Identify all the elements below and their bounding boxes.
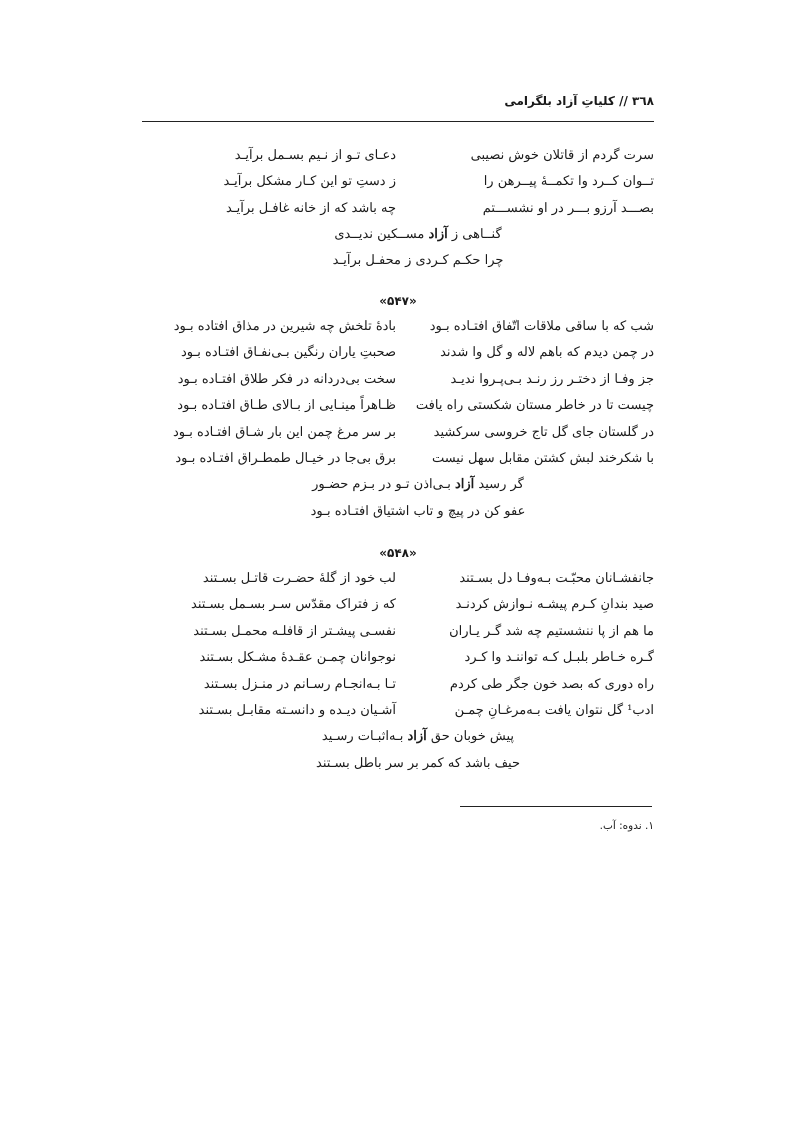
hemistich-second: ز دستِ تو این کـار مشکل برآیـد: [223, 174, 396, 190]
header-rule: [142, 121, 654, 122]
final-text: چرا حکـم کـردی ز محفـل برآیـد: [332, 253, 504, 268]
couplet: [142, 340, 654, 367]
book-title: کلیاتِ آزاد بلگرامی: [504, 94, 615, 108]
final-text: مســکین ندیــدی: [334, 226, 429, 242]
hemistich-second: سخت بی‌دردانه در فکر طلاق افتـاده بـود: [177, 371, 396, 387]
final-couplet-line: [142, 222, 654, 249]
poem-continuation: [142, 142, 654, 275]
final-couplet-line: [142, 499, 654, 526]
final-text: حیف باشد که کمر بر سر باطل بسـتند: [316, 755, 520, 771]
hemistich-first: بصـــد آرزو بـــر در او نشســـتم: [482, 200, 654, 216]
couplet: [142, 195, 654, 222]
hemistich-first: چیست تا در خاطر مستان شکستی راه یافت: [415, 398, 654, 414]
hemistich-second: لب خود از گلۀ حضـرت قاتـل بسـتند: [202, 570, 396, 586]
hemistich-second: که ز فتراک مقدّس سـر بسـمل بسـتند: [191, 597, 396, 613]
hemistich-second: چه باشد که از خانه غافـل برآیـد: [225, 200, 396, 216]
couplet: [142, 366, 654, 393]
hemistich-first: سرت گردم از قاتلان خوش نصیبی: [470, 147, 654, 163]
poem-number: «۵۴۸»: [379, 546, 417, 560]
final-couplet-line: [142, 751, 654, 778]
couplet: [142, 142, 654, 169]
poet-name: آزاد: [428, 226, 448, 242]
hemistich-first: راه دوری که بصد خون جگر طی کردم: [449, 676, 654, 692]
hemistich-first: شب که با ساقی ملاقات اتّفاق افتـاده بـود: [429, 318, 654, 334]
hemistich-first: با شکرخند لبش کشتن مقابل سهل نیست: [431, 451, 654, 467]
final-text: گنــاهی ز: [447, 226, 502, 242]
hemistich-second: آشـیان دیـده و دانسـته مقابـل بسـتند: [198, 703, 396, 719]
poem-number: «۵۴۷»: [379, 294, 417, 308]
hemistich-second: ظـاهراً مینـایی از بـالای طـاق افتـاده بـود: [177, 398, 396, 414]
couplet: [142, 313, 654, 340]
poem-547: [142, 313, 654, 525]
hemistich-first: تــوان کــرد وا تکمــۀ پیــرهن را: [483, 174, 654, 190]
final-text: بـه‌اثبـات رسـید: [321, 729, 408, 744]
couplet: [142, 592, 654, 619]
hemistich-first: ادب¹ گل نتوان یافت بـه‌مرغـانِ چمـن: [454, 703, 654, 719]
hemistich-first: ما هم از پا ننشستیم چه شد گـر یـاران: [449, 623, 654, 639]
couplet: [142, 446, 654, 473]
footnote-rule: [460, 806, 652, 807]
final-couplet-line: [142, 472, 654, 499]
final-text: بـی‌اذن تـو در بـزم حضـور: [312, 477, 455, 492]
hemistich-second: دعـای تـو از نـیم بسـمل برآیـد: [234, 147, 396, 163]
header-separator: //: [619, 94, 628, 108]
hemistich-second: تـا بـه‌انجـام رسـانم در منـزل بسـتند: [203, 676, 396, 692]
hemistich-first: جز وفـا از دختـر رز رنـد بـی‌پـروا ندیـد: [450, 371, 654, 387]
couplet: [142, 393, 654, 420]
final-text: پیش خوبان حق: [426, 729, 515, 744]
final-couplet-line: [142, 724, 654, 751]
hemistich-second: بر سر مرغ چمن این بار شـاق افتـاده بـود: [172, 424, 396, 440]
couplet: [142, 565, 654, 592]
hemistich-first: در چمن دیدم که باهم لاله و گل وا شدند: [440, 345, 654, 361]
poet-name: آزاد: [407, 729, 427, 744]
final-text: گر رسید: [474, 477, 524, 492]
page-header: [142, 94, 654, 120]
page-number: ٣٦٨: [632, 94, 654, 108]
hemistich-second: صحبتِ یاران رنگین بـی‌نفـاق افتـاده بـود: [180, 345, 396, 361]
poet-name: آزاد: [455, 477, 475, 492]
couplet: [142, 645, 654, 672]
hemistich-second: نفسـی پیشـتر از قافلـه محمـل بسـتند: [193, 623, 396, 639]
hemistich-first: جانفشـانان محبّـت بـه‌وفـا دل بسـتند: [459, 570, 654, 586]
final-couplet-line: [142, 248, 654, 275]
hemistich-first: گـره خـاطر بلبـل کـه تواننـد وا کـرد: [464, 650, 654, 666]
couplet: [142, 671, 654, 698]
hemistich-second: بادۀ تلخش چه شیرین در مذاق افتاده بـود: [173, 318, 396, 334]
hemistich-second: نوجوانان چمـن عقـدۀ مشـکل بسـتند: [199, 650, 396, 666]
hemistich-second: برق بی‌جا در خیـال طمطـراق افتـاده بـود: [175, 451, 396, 467]
hemistich-first: صید بندانِ کـرم پیشـه نـوازش کردنـد: [455, 597, 654, 613]
couplet: [142, 169, 654, 196]
footnote: ١. ندوه: آب.: [599, 820, 654, 832]
couplet: [142, 698, 654, 725]
final-text: عفو کن در پیچ و تاب اشتیاق افتـاده بـود: [310, 503, 526, 519]
poem-548: [142, 565, 654, 777]
couplet: [142, 419, 654, 446]
couplet: [142, 618, 654, 645]
hemistich-first: در گلستان جای گل تاج خروسی سرکشید: [433, 424, 654, 440]
